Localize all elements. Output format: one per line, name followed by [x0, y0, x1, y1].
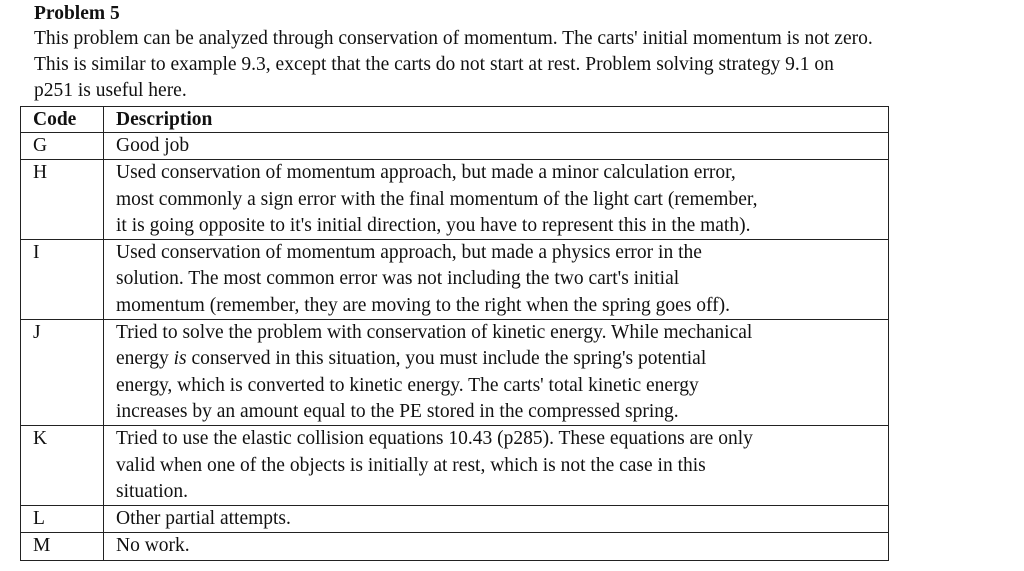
description-cell: [104, 320, 889, 426]
table-row: [21, 426, 889, 506]
rubric-rows: [21, 133, 889, 561]
grade-code-cell: L: [21, 506, 104, 533]
table-header-row: [21, 107, 889, 133]
description-line: valid when one of the objects is initially at rest, which is not the case in this: [116, 454, 706, 476]
description-line: situation.: [116, 480, 189, 502]
description-cell: [104, 506, 889, 533]
description-cell: [104, 160, 889, 240]
description-column-header: Description: [104, 107, 889, 133]
table-row: [21, 160, 889, 240]
description-line: No work.: [116, 535, 190, 557]
description-line: Tried to use the elastic collision equations 10.43 (p285). These equations are only: [116, 428, 753, 450]
document: [34, 2, 1019, 104]
description-line: Used conservation of momentum approach, but made a minor calculation error,: [116, 162, 736, 184]
description-cell: [104, 533, 889, 560]
intro-line: p251 is useful here.: [34, 80, 187, 101]
description-line: energy, which is converted to kinetic energy. The carts' total kinetic energy: [116, 374, 699, 396]
description-line: Other partial attempts.: [116, 508, 291, 530]
description-line: Tried to solve the problem with conservation of kinetic energy. While mechanical: [116, 322, 753, 344]
description-line: momentum (remember, they are moving to the right when the spring goes off).: [116, 294, 731, 316]
table-row: [21, 240, 889, 320]
grade-code-cell: K: [21, 426, 104, 506]
problem-title: Problem 5: [34, 3, 120, 24]
code-column-header: Code: [21, 107, 104, 133]
table-row: [21, 133, 889, 160]
description-cell: [104, 240, 889, 320]
emphasized-word: is: [173, 348, 187, 370]
grade-code-cell: H: [21, 160, 104, 240]
grading-rubric-table: [20, 106, 889, 561]
description-line: energy is conserved in this situation, you must include the spring's potential: [116, 348, 707, 370]
grade-code-cell: J: [21, 320, 104, 426]
intro-line: This is similar to example 9.3, except that the carts do not start at rest. Problem solving strategy 9.1 on: [34, 54, 834, 75]
grade-code-cell: G: [21, 133, 104, 160]
grade-code-cell: I: [21, 240, 104, 320]
intro-line: This problem can be analyzed through conservation of momentum. The carts' initial momentum is not zero.: [34, 28, 873, 49]
description-line: Good job: [116, 135, 190, 156]
description-cell: [104, 133, 889, 160]
description-line: it is going opposite to it's initial direction, you have to represent this in the math).: [116, 214, 751, 236]
table-row: [21, 320, 889, 426]
description-cell: [104, 426, 889, 506]
description-line: increases by an amount equal to the PE stored in the compressed spring.: [116, 400, 679, 422]
description-line: solution. The most common error was not including the two cart's initial: [116, 268, 680, 290]
table-row: [21, 533, 889, 560]
table-row: [21, 506, 889, 533]
grade-code-cell: M: [21, 533, 104, 560]
problem-intro: [34, 26, 1019, 104]
description-line: Used conservation of momentum approach, but made a physics error in the: [116, 242, 702, 264]
description-line: most commonly a sign error with the final momentum of the light cart (remember,: [116, 188, 758, 210]
